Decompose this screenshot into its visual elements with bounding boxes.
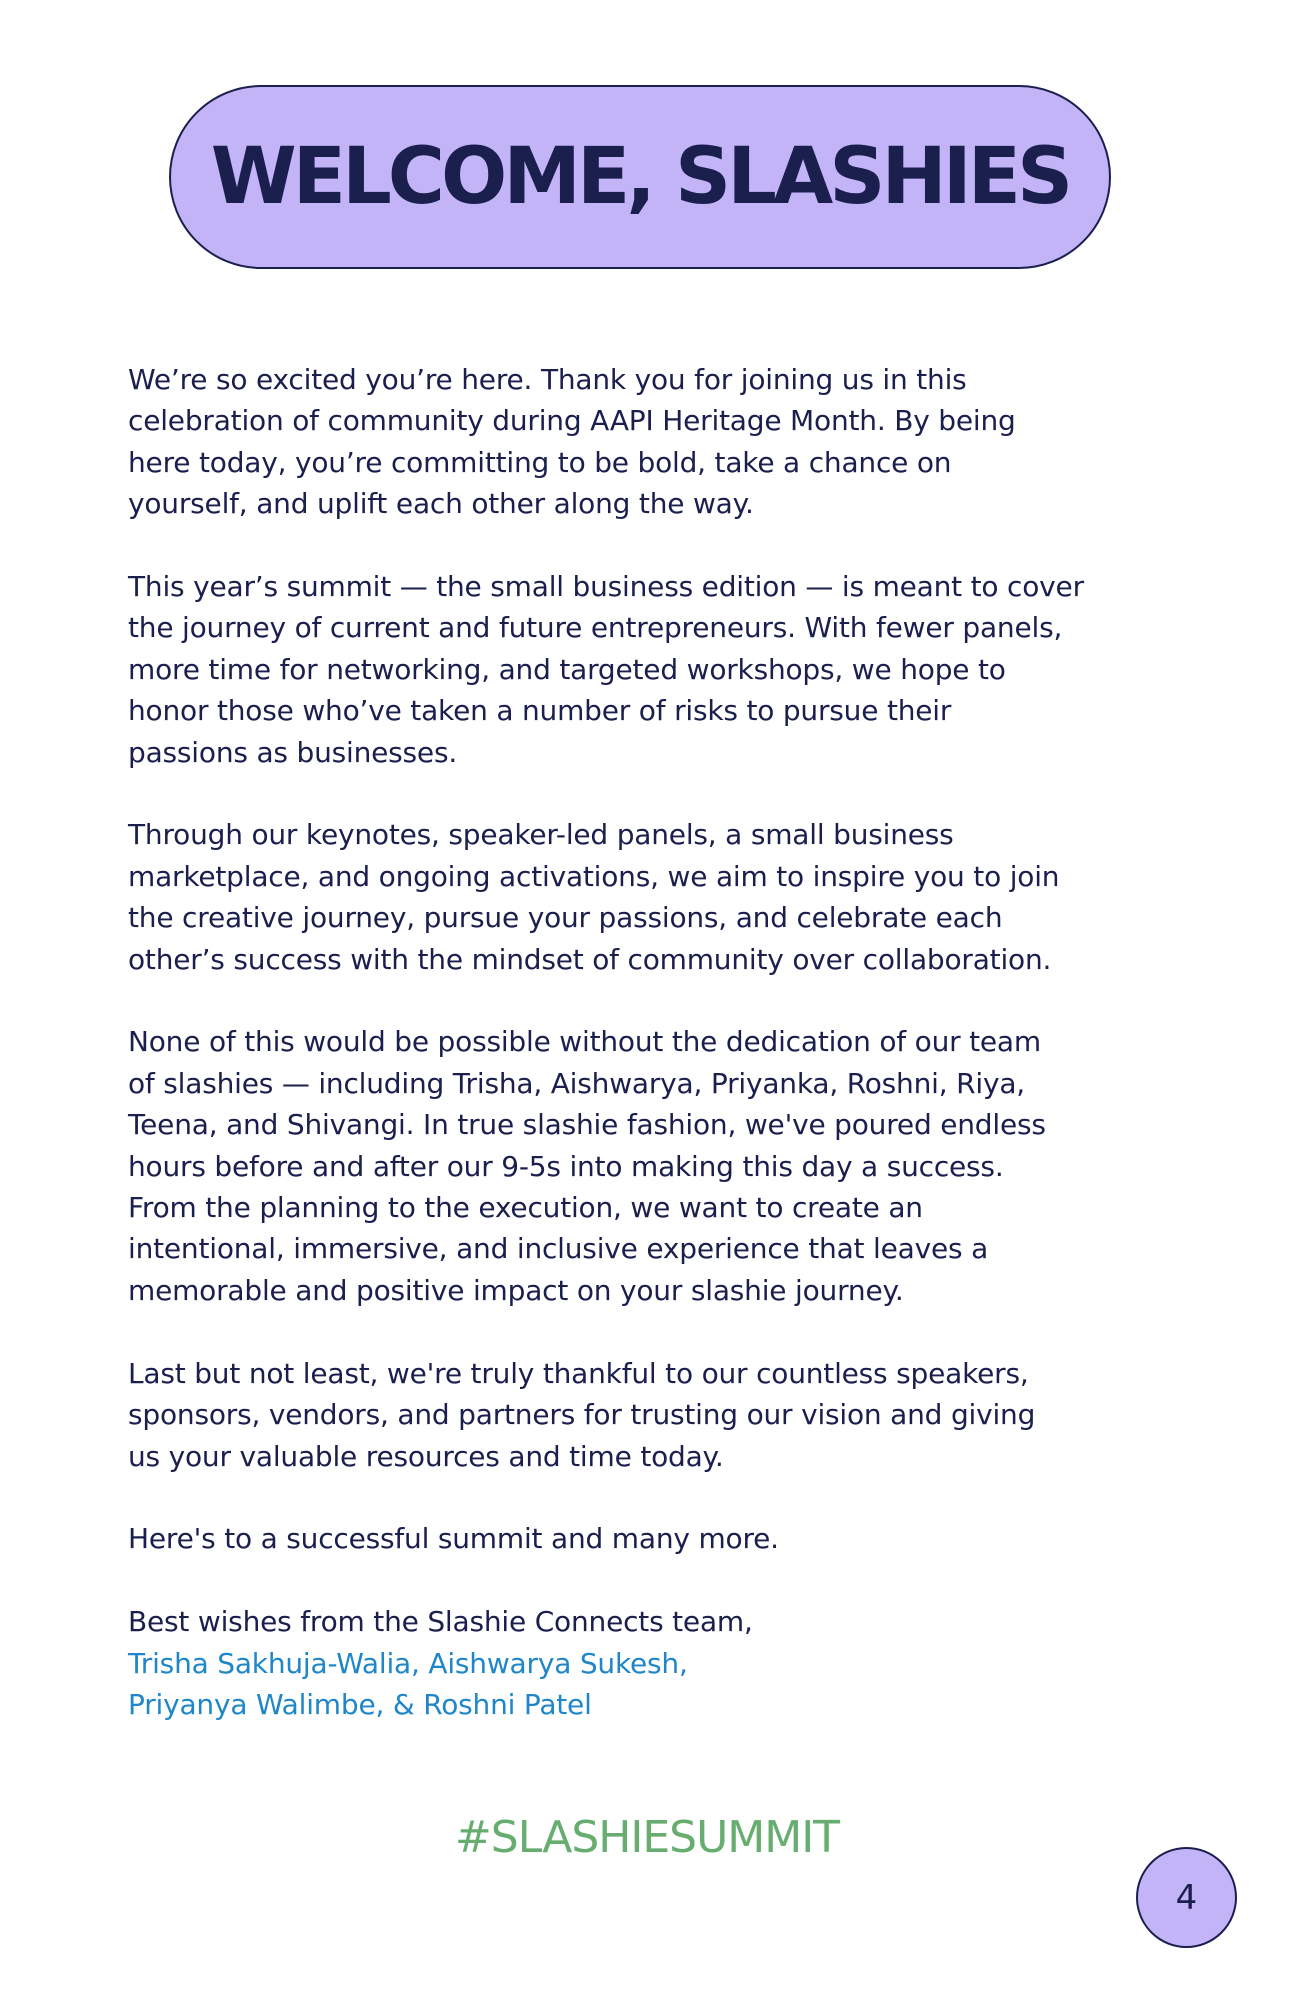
signoff-line: Best wishes from the Slashie Connects team, <box>128 1605 753 1639</box>
text-line: intentional, immersive, and inclusive experience that leaves a <box>128 1232 989 1266</box>
text-line: honor those who’ve taken a number of risks to pursue their <box>128 694 952 728</box>
text-line: Last but not least, we're truly thankful to our countless speakers, <box>128 1356 1029 1390</box>
paragraph-keynotes <box>128 814 1168 980</box>
text-line: more time for networking, and targeted workshops, we hope to <box>128 652 1006 686</box>
text-line: This year’s summit — the small business edition — is meant to cover <box>128 570 1084 604</box>
page-number-badge <box>1136 1847 1237 1948</box>
paragraph-team <box>128 1021 1168 1311</box>
text-line: marketplace, and ongoing activations, we aim to inspire you to join <box>128 859 1060 893</box>
text-line: other’s success with the mindset of community over collaboration. <box>128 942 1052 976</box>
paragraph-intro <box>128 359 1168 525</box>
text-line: passions as businesses. <box>128 735 458 769</box>
hashtag: #SLASHIESUMMIT <box>454 1812 840 1863</box>
text-line: We’re so excited you’re here. Thank you for joining us in this <box>128 363 967 396</box>
text-line: None of this would be possible without the dedication of our team <box>128 1025 1041 1059</box>
text-line: of slashies — including Trisha, Aishwarya, Priyanka, Roshni, Riya, <box>128 1066 1025 1100</box>
page-number: 4 <box>1175 1877 1198 1918</box>
text-line: Here's to a successful summit and many more. <box>128 1522 779 1556</box>
text-line: sponsors, vendors, and partners for trusting our vision and giving <box>128 1398 1036 1432</box>
text-line: From the planning to the execution, we want to create an <box>128 1191 923 1225</box>
title-banner <box>169 85 1111 269</box>
letter-body <box>128 359 1168 1725</box>
text-line: yourself, and uplift each other along the way. <box>128 487 754 521</box>
signoff-names-line-1: Trisha Sakhuja-Walia, Aishwarya Sukesh, <box>128 1646 688 1680</box>
page-title: WELCOME, SLASHIES <box>210 132 1070 222</box>
text-line: us your valuable resources and time today. <box>128 1439 724 1473</box>
paragraph-thanks <box>128 1353 1168 1477</box>
text-line: the creative journey, pursue your passions, and celebrate each <box>128 901 1003 935</box>
text-line: Through our keynotes, speaker-led panels, a small business <box>128 818 954 852</box>
text-line: here today, you’re committing to be bold, take a chance on <box>128 445 952 479</box>
signoff <box>128 1601 1168 1725</box>
paragraph-summit <box>128 566 1168 773</box>
text-line: memorable and positive impact on your slashie journey. <box>128 1273 904 1307</box>
paragraph-toast <box>128 1518 1168 1559</box>
text-line: celebration of community during AAPI Heritage Month. By being <box>128 404 1016 438</box>
text-line: Teena, and Shivangi. In true slashie fashion, we've poured endless <box>128 1108 1046 1142</box>
signoff-names-line-2: Priyanya Walimbe, & Roshni Patel <box>128 1687 592 1721</box>
text-line: the journey of current and future entrepreneurs. With fewer panels, <box>128 611 1063 645</box>
text-line: hours before and after our 9-5s into making this day a success. <box>128 1149 1004 1183</box>
